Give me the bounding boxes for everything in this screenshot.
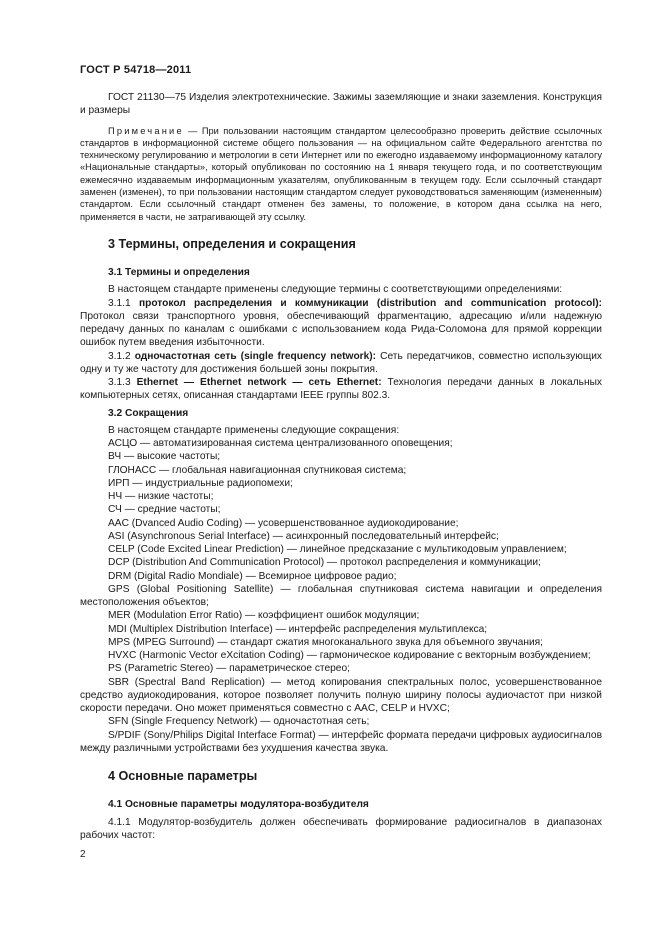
definition-3-1-1 (80, 297, 602, 350)
abbreviation-item: СЧ — средние частоты; (108, 504, 221, 516)
definition-number: 3.1.3 (108, 377, 137, 389)
abbreviation-item: PS (Parametric Stereo) — параметрическое стерео; (108, 663, 350, 675)
abbreviation-item: CELP (Code Excited Linear Prediction) — линейное предсказание с мультикодовым управлением; (108, 544, 567, 556)
page-content (80, 91, 602, 842)
page-number: 2 (80, 849, 86, 860)
abbreviation-item: GPS (Global Positioning Satellite) — глобальная спутниковая система навигации и определения местоположения объектов; (80, 583, 602, 609)
definition-text: Технология передачи данных в локальных компьютерных сетях, описанная стандартами IEEE группы 802.3. (80, 377, 602, 402)
abbreviation-item: ИРП — индустриальные радиопомехи; (108, 477, 293, 489)
definition-term: одночастотная сеть (single frequency network): (134, 350, 377, 362)
subsection-3-1-heading: 3.1 Термины и определения (108, 267, 250, 279)
note-text: — При пользовании настоящим стандартом целесообразно проверить действие ссылочных стандартов в информационной системе общего пользования — на официальном сайте Федерального агентства по техническому регулированию и метрологии в сети Интернет или по ежегодно издаваемому информационному каталогу «Национальные стандарты», который опубликован по состоянию на 1 января текущего года, и по соответствующим ежемесячно издаваемым информационным указателям, опубликованным в текущем году. Если ссылочный стандарт заменен (изменен), то при пользовании настоящим стандартом следует руководствоваться заменяющим (измененным) стандартом. Если ссылочный стандарт отменен без замены, то положение, в котором дана ссылка на него, применяется в части, не затрагивающей эту ссылку. (80, 125, 602, 222)
definition-number: 3.1.1 (108, 297, 139, 309)
subsection-3-2-heading: 3.2 Сокращения (108, 407, 189, 419)
section-4-heading: 4 Основные параметры (108, 769, 258, 784)
abbreviation-item: AAC (Dvanced Audio Coding) — усовершенствованное аудиокодирование; (108, 517, 459, 529)
abbreviation-item: SFN (Single Frequency Network) — одночастотная сеть; (108, 716, 370, 728)
definition-term: протокол распределения и коммуникации (distribution and communication protocol): (138, 297, 602, 309)
abbreviation-item: MDI (Multiplex Distribution Interface) — интерфейс распределения мультиплекса; (108, 623, 488, 635)
abbreviation-item: ГЛОНАСС — глобальная навигационная спутниковая система; (108, 464, 407, 476)
section-3-heading: 3 Термины, определения и сокращения (108, 236, 356, 251)
definition-text: Протокол связи транспортного уровня, обеспечивающий фрагментацию, адресацию и/или надежную передачу данных по каналам с ошибками с использованием кода Рида-Соломона для прямой коррекции ошибок путем введения избыточности. (80, 310, 602, 349)
definition-3-1-2 (80, 350, 602, 377)
abbreviation-item: ВЧ — высокие частоты; (108, 451, 221, 463)
abbreviation-item: MER (Modulation Error Ratio) — коэффициент ошибок модуляции; (108, 610, 420, 622)
reference-gost-21130: ГОСТ 21130—75 Изделия электротехнические. Зажимы заземляющие и знаки заземления. Конструкция и размеры (80, 92, 602, 117)
abbreviation-item: SBR (Spectral Band Replication) — метод копирования спектральных полос, усовершенствованное средство аудиокодирования, которое позволяет получить полную ширину полосы аудиочастот при низкой скорости передачи. Оно может применяться совместно с AAC, CELP и HVXC; (80, 676, 602, 715)
abbreviation-item: НЧ — низкие частоты; (108, 491, 214, 503)
definition-text: Сеть передатчиков, совместно использующих одну и ту же частоту для достижения большей зоны покрытия. (80, 350, 602, 375)
paragraph-4-1-1: 4.1.1 Модулятор-возбудитель должен обеспечивать формирование радиосигналов в диапазонах рабочих частот: (80, 816, 602, 841)
definition-3-1-3 (80, 376, 602, 403)
note-paragraph (80, 125, 602, 223)
abbreviation-item: DRM (Digital Radio Mondiale) — Всемирное цифровое радио; (108, 570, 397, 582)
definition-number: 3.1.2 (108, 350, 135, 362)
note-label: Примечание (108, 125, 184, 136)
abbreviation-item: S/PDIF (Sony/Philips Digital Interface Format) — интерфейс формата передачи цифровых аудиосигналов между различными устройствами без ухудшения качества звука. (80, 729, 602, 754)
abbreviation-list (80, 437, 602, 755)
abbreviation-item: HVXC (Harmonic Vector eXcitation Coding) — гармоническое кодирование с векторным возбуждением; (108, 650, 591, 662)
abbreviation-item: ASI (Asynchronous Serial Interface) — асинхронный последовательный интерфейс; (108, 530, 499, 542)
subsection-4-1-heading: 4.1 Основные параметры модулятора-возбудителя (108, 799, 369, 811)
abbreviations-intro: В настоящем стандарте применены следующие сокращения: (108, 424, 400, 436)
abbreviation-item: DCP (Distribution And Communication Protocol) — протокол распределения и коммуникации; (108, 557, 541, 569)
terms-intro: В настоящем стандарте применены следующие термины с соответствующими определениями: (108, 284, 563, 296)
definition-term: Ethernet — Ethernet network — сеть Ethernet: (136, 377, 382, 389)
document-header: ГОСТ Р 54718—2011 (80, 64, 192, 76)
abbreviation-item: АСЦО — автоматизированная система централизованного оповещения; (108, 438, 453, 450)
abbreviation-item: MPS (MPEG Surround) — стандарт сжатия многоканального звука для объемного звучания; (108, 636, 543, 648)
